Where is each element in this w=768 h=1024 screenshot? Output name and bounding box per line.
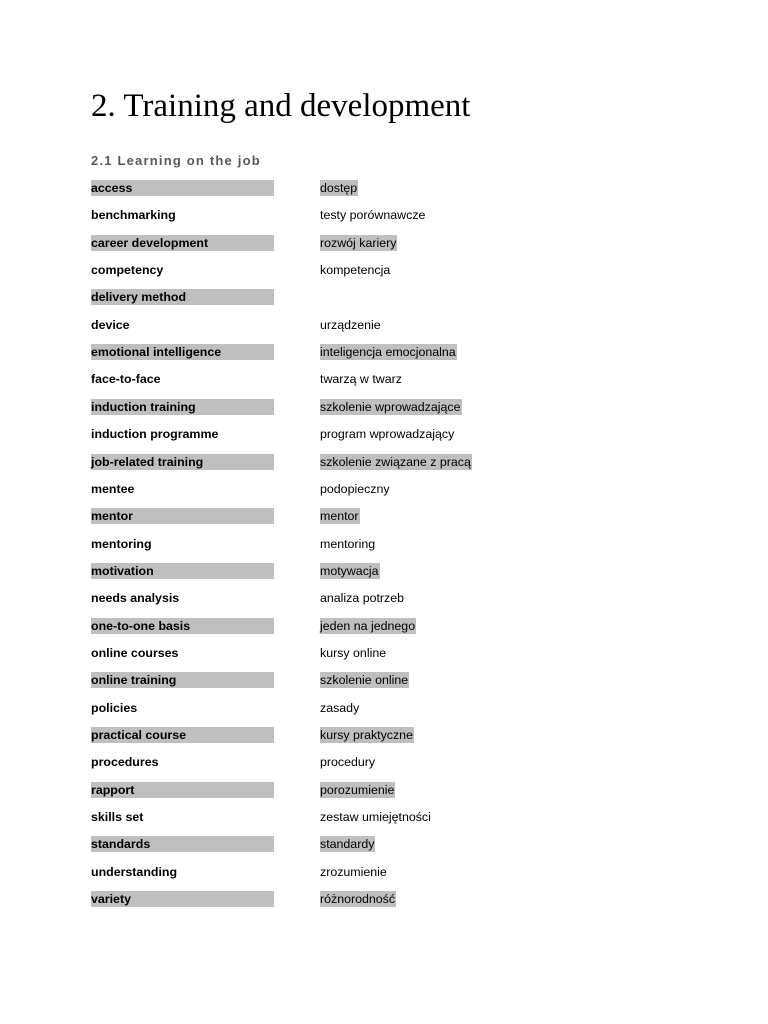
glossary-term: induction training	[91, 399, 274, 415]
glossary-translation: procedury	[320, 755, 376, 769]
glossary-row	[91, 700, 511, 718]
glossary-row	[91, 563, 511, 581]
glossary-row	[91, 262, 511, 280]
glossary-row	[91, 289, 511, 307]
glossary-translation: zestaw umiejętności	[320, 810, 431, 824]
glossary-row	[91, 864, 511, 882]
glossary-row	[91, 618, 511, 636]
glossary-row	[91, 399, 511, 417]
glossary-row	[91, 481, 511, 499]
glossary-term: online courses	[91, 646, 179, 660]
glossary-translation: kursy online	[320, 646, 387, 660]
glossary-term: understanding	[91, 865, 178, 879]
glossary-term: motivation	[91, 563, 274, 579]
glossary-term: procedures	[91, 755, 159, 769]
glossary-term: benchmarking	[91, 208, 176, 222]
glossary-row	[91, 508, 511, 526]
glossary-term: competency	[91, 263, 164, 277]
glossary-term: mentoring	[91, 537, 152, 551]
glossary-term: job-related training	[91, 454, 274, 470]
glossary-term: delivery method	[91, 289, 274, 305]
glossary-translation: kompetencja	[320, 263, 391, 277]
glossary-row	[91, 207, 511, 225]
glossary-term: needs analysis	[91, 591, 180, 605]
glossary-term: face-to-face	[91, 372, 161, 386]
glossary-translation: różnorodność	[320, 892, 396, 906]
glossary-translation: inteligencja emocjonalna	[320, 345, 456, 359]
glossary-term: skills set	[91, 810, 144, 824]
glossary-translation: zrozumienie	[320, 865, 387, 879]
glossary-row	[91, 891, 511, 909]
glossary-row	[91, 645, 511, 663]
glossary-row	[91, 454, 511, 472]
glossary-row	[91, 344, 511, 362]
glossary-term: practical course	[91, 727, 274, 743]
glossary-translation: kursy praktyczne	[320, 728, 413, 742]
glossary-term: access	[91, 180, 274, 196]
glossary-row	[91, 371, 511, 389]
page-title: 2. Training and development	[91, 88, 471, 124]
glossary-term: emotional intelligence	[91, 344, 274, 360]
glossary-term: online training	[91, 672, 274, 688]
glossary-translation: szkolenie online	[320, 673, 409, 687]
glossary-row	[91, 590, 511, 608]
glossary-translation: podopieczny	[320, 482, 390, 496]
glossary-translation: urządzenie	[320, 318, 381, 332]
glossary-row	[91, 672, 511, 690]
glossary-translation: testy porównawcze	[320, 208, 426, 222]
glossary-term: induction programme	[91, 427, 219, 441]
glossary-row	[91, 426, 511, 444]
glossary-row	[91, 809, 511, 827]
glossary-term: mentee	[91, 482, 135, 496]
glossary-translation: twarzą w twarz	[320, 372, 402, 386]
glossary-translation: motywacja	[320, 564, 379, 578]
glossary-row	[91, 235, 511, 253]
glossary-translation: rozwój kariery	[320, 236, 397, 250]
glossary-term: mentor	[91, 508, 274, 524]
glossary-translation: analiza potrzeb	[320, 591, 405, 605]
glossary-row	[91, 782, 511, 800]
glossary-row	[91, 836, 511, 854]
glossary-term: variety	[91, 891, 274, 907]
glossary-translation: program wprowadzający	[320, 427, 455, 441]
glossary-term: device	[91, 318, 130, 332]
section-heading: 2.1 Learning on the job	[91, 153, 261, 168]
glossary-translation: mentoring	[320, 537, 376, 551]
glossary-term: policies	[91, 701, 138, 715]
glossary-translation: szkolenie związane z pracą	[320, 455, 471, 469]
glossary-row	[91, 727, 511, 745]
glossary-row	[91, 180, 511, 198]
glossary-term: one-to-one basis	[91, 618, 274, 634]
glossary-translation	[320, 289, 321, 305]
glossary-term: standards	[91, 836, 274, 852]
glossary-row	[91, 754, 511, 772]
glossary-translation: dostęp	[320, 181, 358, 195]
glossary-term: rapport	[91, 782, 274, 798]
glossary-term: career development	[91, 235, 274, 251]
glossary-translation: porozumienie	[320, 783, 395, 797]
glossary-row	[91, 536, 511, 554]
glossary-row	[91, 317, 511, 335]
glossary-translation: jeden na jednego	[320, 619, 416, 633]
glossary-translation: szkolenie wprowadzające	[320, 400, 461, 414]
glossary-translation: mentor	[320, 509, 359, 523]
glossary-translation: zasady	[320, 701, 360, 715]
glossary-translation: standardy	[320, 837, 375, 851]
